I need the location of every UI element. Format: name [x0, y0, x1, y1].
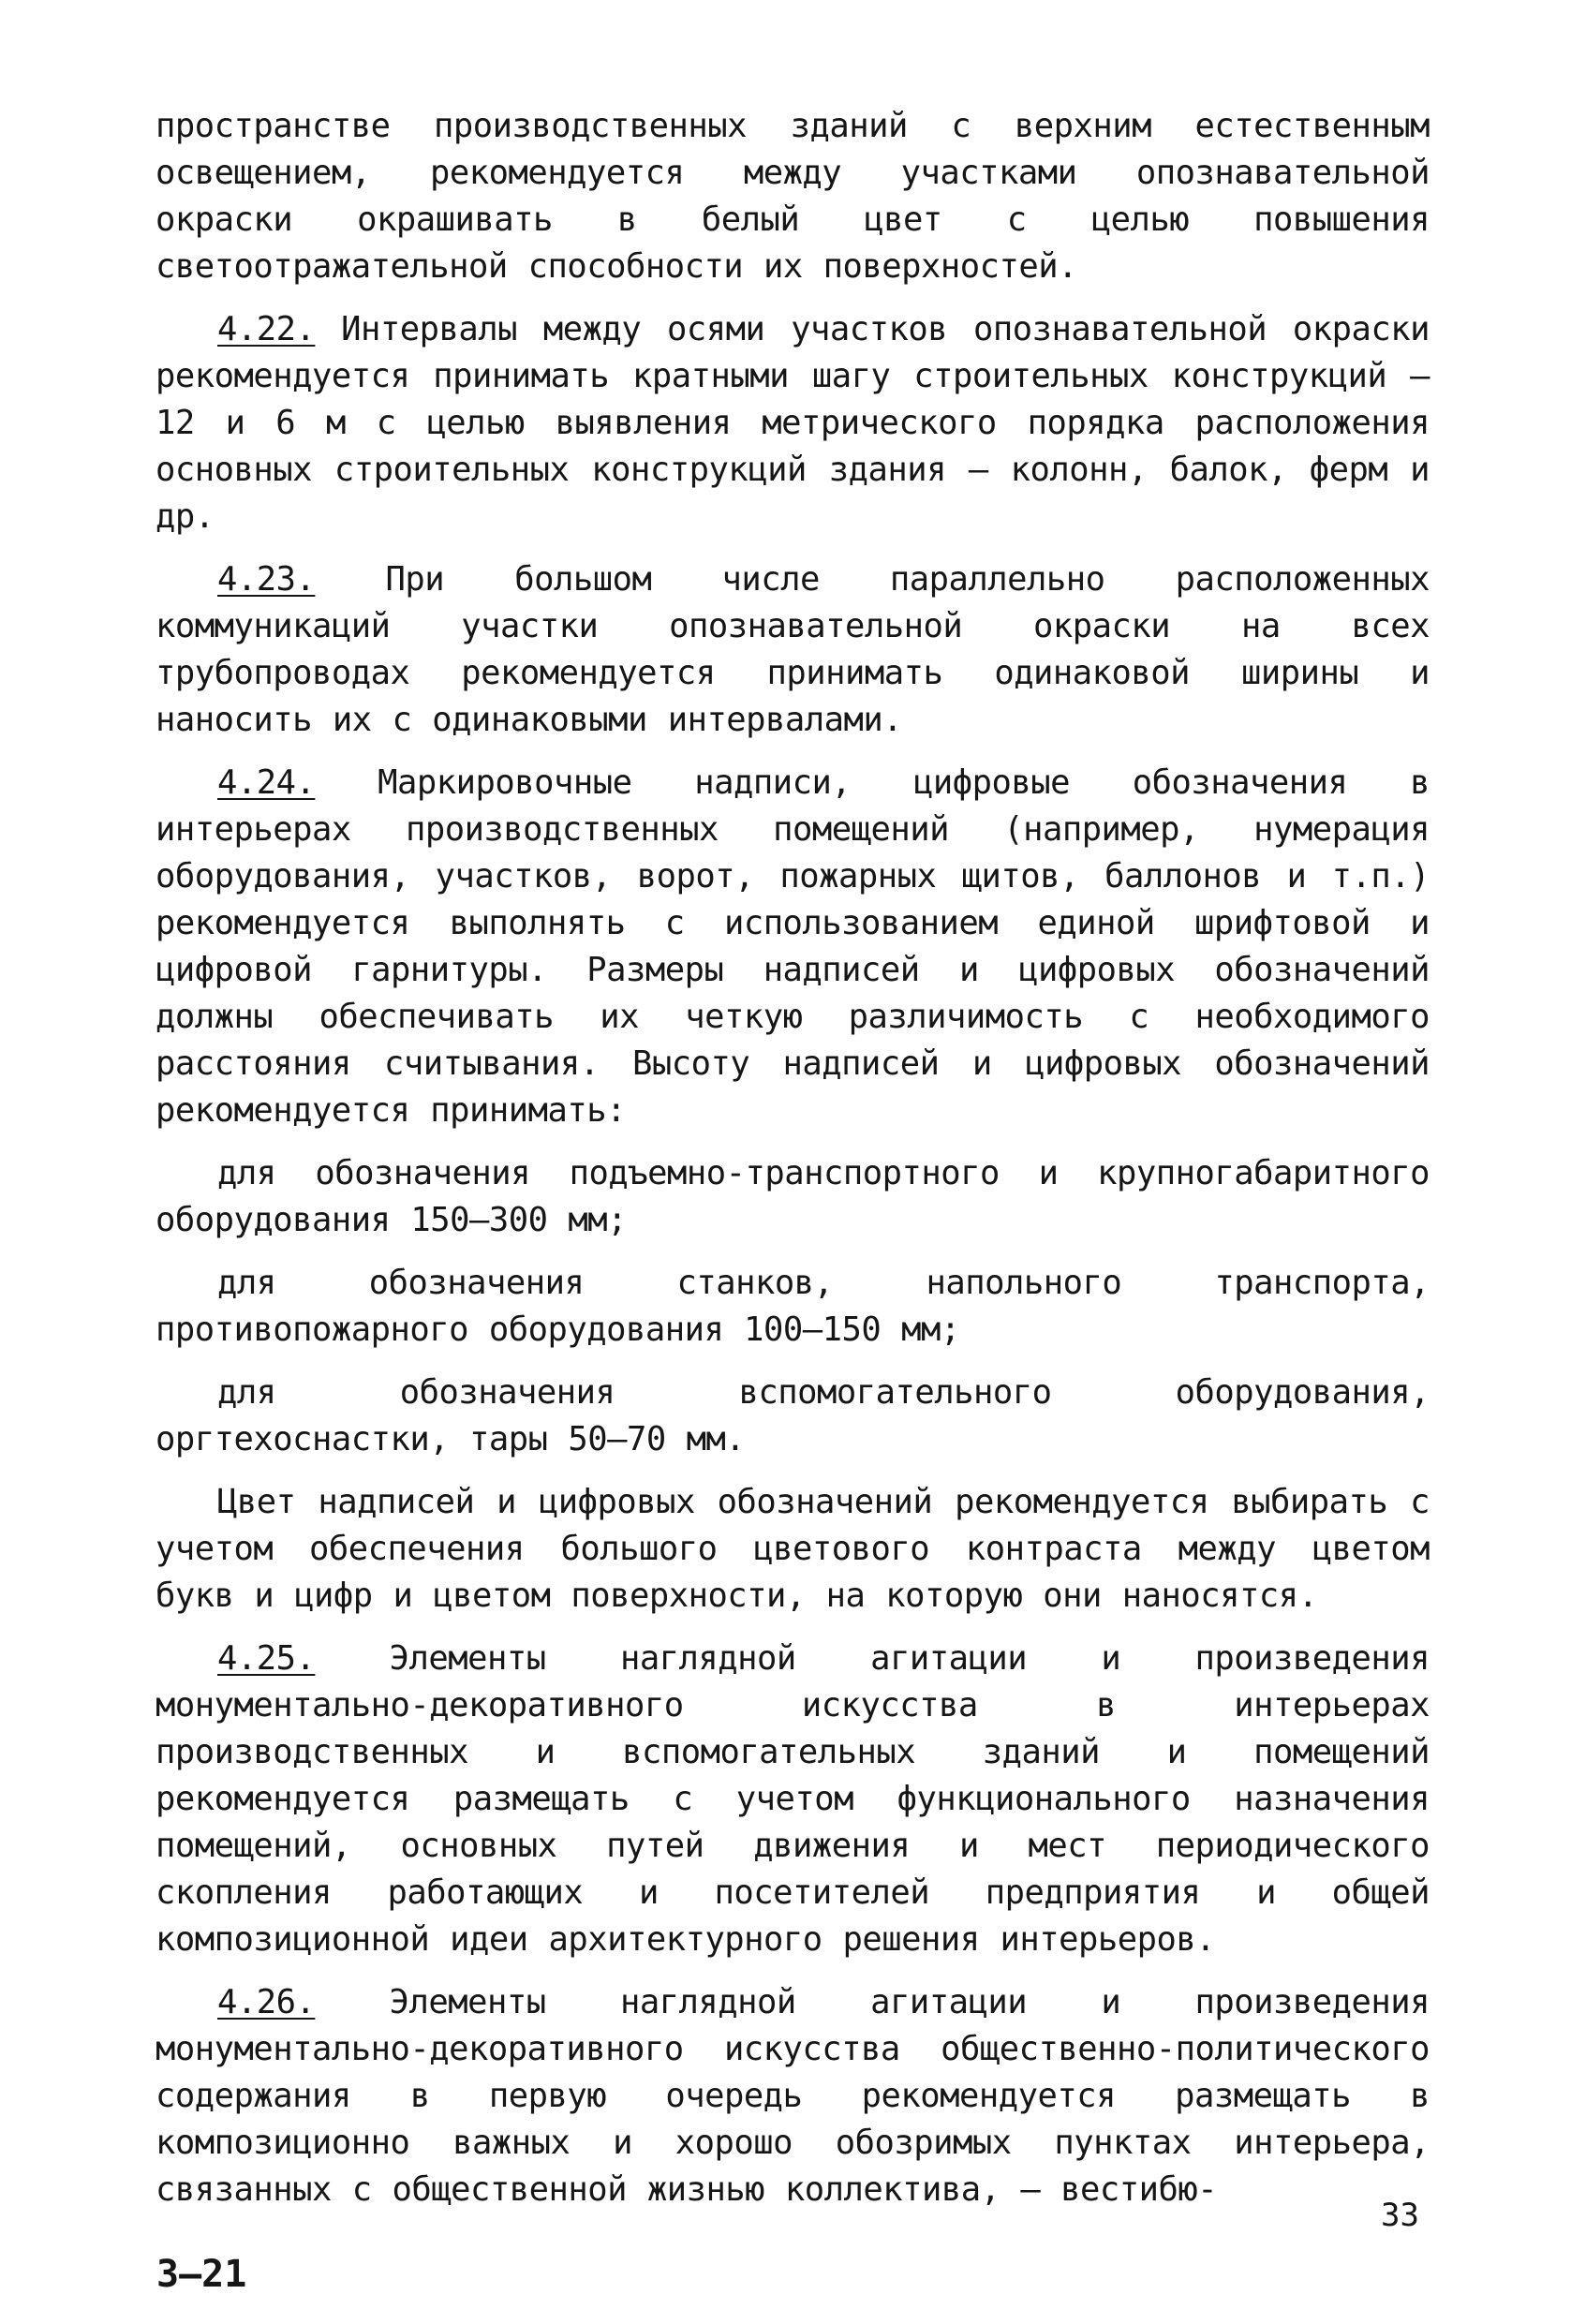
list-item: [156, 1369, 1430, 1463]
list-item-text: для обозначения станков, напольного транспорта, противопожарного оборудования 100–150 мм;: [156, 1264, 1430, 1349]
list-item: [156, 1260, 1430, 1354]
sheet-code: 3–21: [156, 2253, 247, 2296]
paragraph-4-22: [156, 306, 1430, 540]
paragraph-text: пространстве производственных зданий с верхним естественным освещением, рекомендуется между участками опознавательной окраски окрашивать в белый цвет с целью повышения светоотражательной способности их поверхностей.: [156, 107, 1430, 286]
paragraph-4-26: [156, 1979, 1430, 2213]
paragraph-text: Цвет надписей и цифровых обозначений рекомендуется выбирать с учетом обеспечения большого цветового контраста между цветом букв и цифр и цветом поверхности, на которую они наносятся.: [156, 1483, 1430, 1615]
list-item-text: для обозначения подъемно-транспортного и крупногабаритного оборудования 150–300 мм;: [156, 1154, 1430, 1239]
paragraph-text: При большом числе параллельно расположенных коммуникаций участки опознавательной окраски на всех трубопроводах рекомендуется принимать одинаковой ширины и наносить их с одинаковыми интервалами.: [156, 560, 1430, 739]
paragraph-text: Маркировочные надписи, цифровые обозначения в интерьерах производственных помещений (например, нумерация оборудования, участков, ворот, пожарных щитов, баллонов и т.п.) рекомендуется выполнять с использованием единой шрифтовой и цифровой гарнитуры. Размеры надписей и цифровых обозначений должны обеспечивать их четкую различимость с необходимого расстояния считывания. Высоту надписей и цифровых обозначений рекомендуется принимать:: [156, 763, 1430, 1130]
clause-number: 4.26.: [217, 1983, 316, 2021]
list-item-text: для обозначения вспомогательного оборудования, оргтехоснастки, тары 50–70 мм.: [156, 1373, 1430, 1458]
page-number: 33: [1381, 2197, 1419, 2234]
clause-number: 4.22.: [217, 310, 316, 348]
clause-number: 4.25.: [217, 1639, 316, 1678]
paragraph-color-note: [156, 1479, 1430, 1620]
paragraph-text: Интервалы между осями участков опознавательной окраски рекомендуется принимать кратными шагу строительных конструкций – 12 и 6 м с целью выявления метрического порядка расположения основных строительных конструкций здания – колонн, балок, ферм и др.: [156, 310, 1430, 536]
paragraph-4-25: [156, 1636, 1430, 1963]
list-item: [156, 1150, 1430, 1244]
clause-number: 4.24.: [217, 763, 316, 802]
body-text: [156, 103, 1430, 2229]
clause-number: 4.23.: [217, 560, 316, 599]
paragraph-continuation: [156, 103, 1430, 290]
paragraph-text: Элементы наглядной агитации и произведения монументально-декоративного искусства общественно-политического содержания в первую очередь рекомендуется размещать в композиционно важных и хорошо обозримых пунктах интерьера, связанных с общественной жизнью коллектива, – вестибю-: [156, 1983, 1430, 2209]
paragraph-4-23: [156, 556, 1430, 744]
paragraph-text: Элементы наглядной агитации и произведения монументально-декоративного искусства в интерьерах производственных и вспомогательных зданий и помещений рекомендуется размещать с учетом функционального назначения помещений, основных путей движения и мест периодического скопления работающих и посетителей предприятия и общей композиционной идеи архитектурного решения интерьеров.: [156, 1639, 1430, 1959]
paragraph-4-24: [156, 760, 1430, 1134]
